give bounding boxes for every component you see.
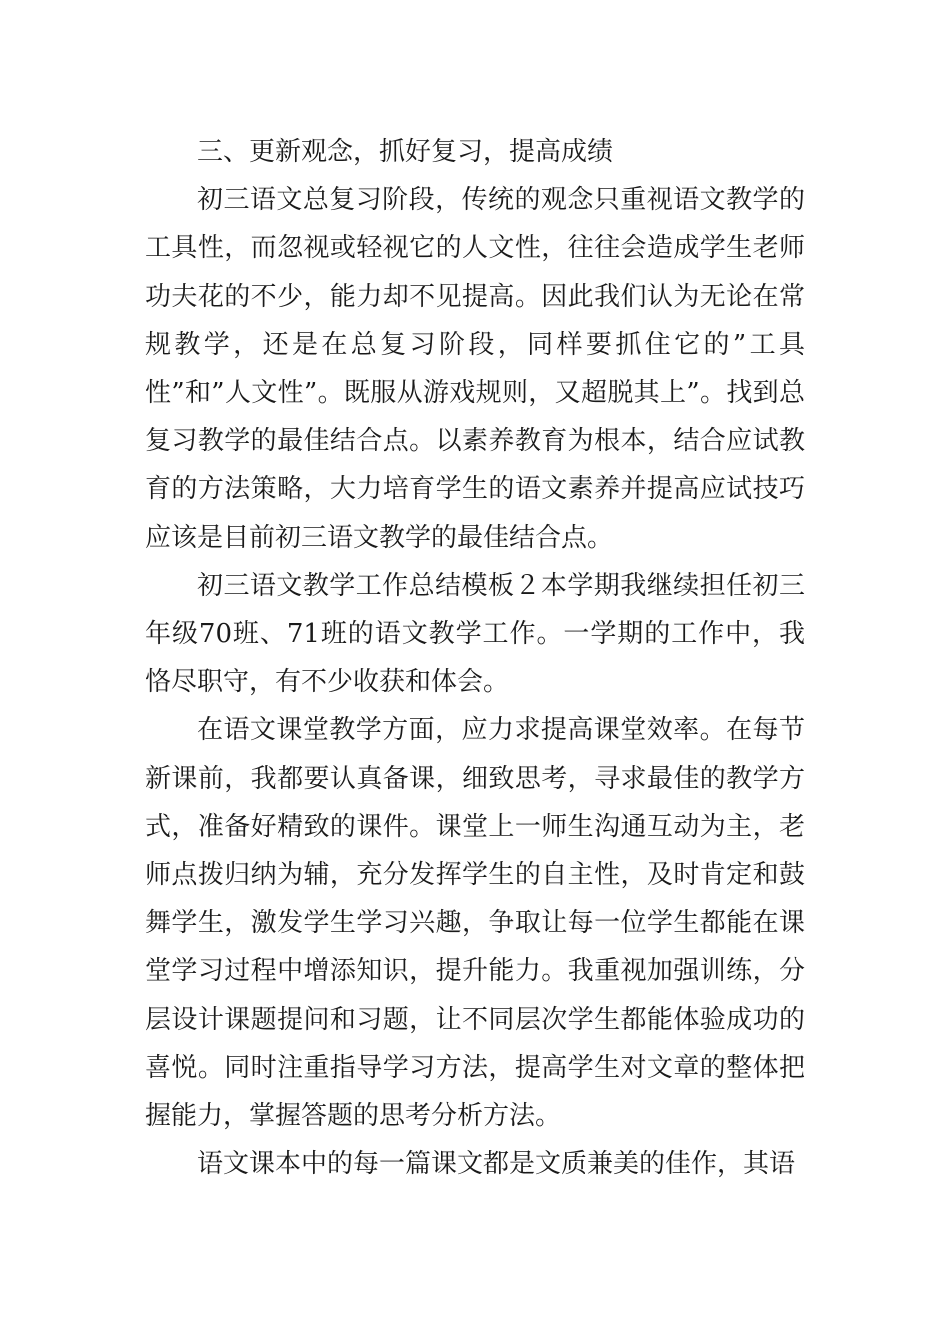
paragraph-template-intro: 初三语文教学工作总结模板２本学期我继续担任初三年级70班、71班的语文教学工作。一学期的工作中，我恪尽职守，有不少收获和体会。 <box>145 570 805 698</box>
paragraph-classroom-teaching: 在语文课堂教学方面，应力求提高课堂效率。在每节新课前，我都要认真备课，细致思考，寻求最佳的教学方式，准备好精致的课件。课堂上一师生沟通互动为主，老师点拨归纳为辅，充分发挥学生的自主性，及时肯定和鼓舞学生，激发学生学习兴趣，争取让每一位学生都能在课堂学习过程中增添知识，提升能力。我重视加强训练，分层设计课题提问和习题，让不同层次学生都能体验成功的喜悦。同时注重指导学习方法，提高学生对文章的整体把握能力，掌握答题的思考分析方法。 <box>145 715 805 1132</box>
section-heading: 三、更新观念，抓好复习，提高成绩 <box>197 137 614 167</box>
paragraph-textbook: 语文课本中的每一篇课文都是文质兼美的佳作，其语 <box>197 1149 796 1180</box>
paragraph-review-stage: 初三语文总复习阶段，传统的观念只重视语文教学的工具性，而忽视或轻视它的人文性，往往会造成学生老师功夫花的不少，能力却不见提高。因此我们认为无论在常规教学，还是在总复习阶段，同样要抓住它的”工具性”和”人文性”。既服从游戏规则，又超脱其上”。找到总复习教学的最佳结合点。以素养教育为根本，结合应试教育的方法策略，大力培育学生的语文素养并提高应试技巧应该是目前初三语文教学的最佳结合点。 <box>145 185 805 553</box>
document-body <box>145 128 805 1188</box>
